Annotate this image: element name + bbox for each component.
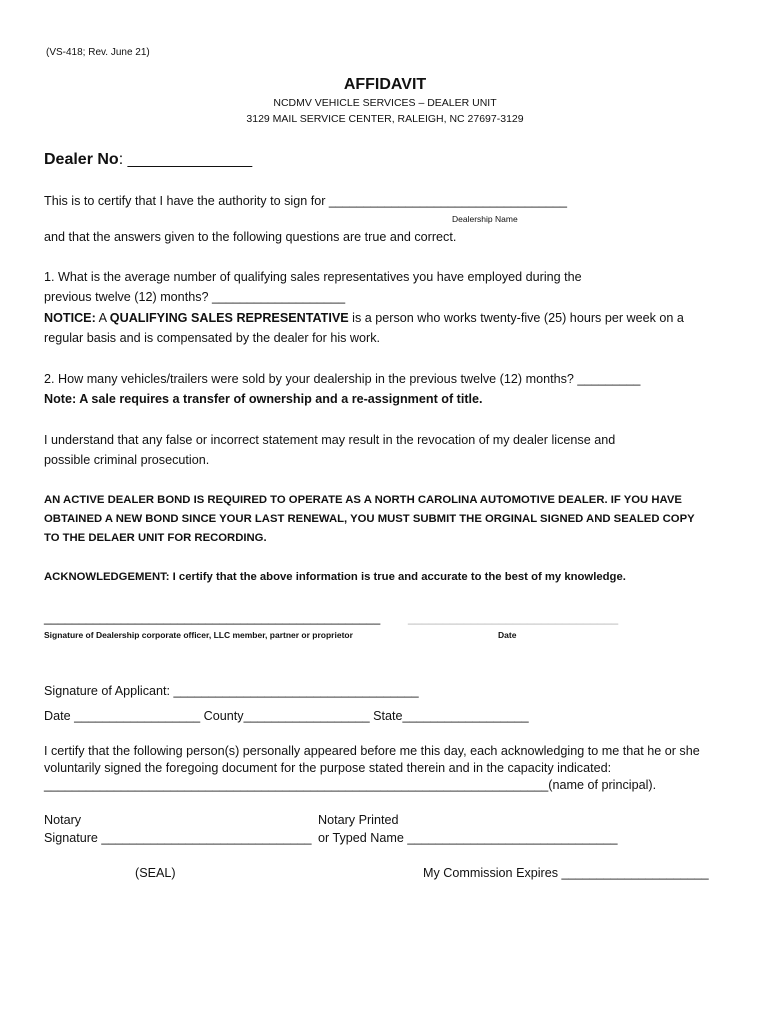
- understand-line-2: possible criminal prosecution.: [44, 453, 210, 467]
- dealership-date-line[interactable]: ______________________________: [408, 611, 619, 625]
- notary-certify-line-2: voluntarily signed the foregoing document for the purpose stated therein and in the capacity indicated:: [44, 761, 612, 775]
- bond-notice-line-2: OBTAINED A NEW BOND SINCE YOUR LAST RENEWAL, YOU MUST SUBMIT THE ORGINAL SIGNED AND SEALED COPY: [44, 513, 695, 525]
- dealer-no-field[interactable]: [44, 151, 252, 169]
- document-title: AFFIDAVIT: [343, 76, 427, 93]
- seal-label: (SEAL): [135, 866, 176, 880]
- dealership-signature-line[interactable]: ________________________________________________: [44, 611, 381, 625]
- notary-certify-line-1: I certify that the following person(s) personally appeared before me this day, each acknowledging to me that he or she: [44, 744, 700, 758]
- certify-line[interactable]: This is to certify that I have the authority to sign for __________________________________: [44, 194, 568, 208]
- dealership-name-caption: Dealership Name: [452, 214, 518, 224]
- notary-typed-name-line[interactable]: or Typed Name ______________________________: [318, 831, 618, 845]
- date-county-state-row[interactable]: Date __________________ County__________________ State__________________: [44, 709, 529, 723]
- dealership-signature-caption: Signature of Dealership corporate officer, LLC member, partner or proprietor: [44, 630, 353, 640]
- dealer-no-label: Dealer No: [44, 151, 119, 168]
- answers-line: and that the answers given to the following questions are true and correct.: [44, 230, 457, 244]
- dealership-date-caption: Date: [498, 630, 517, 640]
- form-code: (VS-418; Rev. June 21): [46, 47, 150, 58]
- notice-rest: is a person who works twenty-five (25) hours per week on a: [348, 311, 684, 325]
- principal-name-line[interactable]: ________________________________________________________________________(name of principal).: [44, 778, 657, 792]
- notary-signature-line[interactable]: Signature ______________________________: [44, 831, 312, 845]
- question-2-line[interactable]: 2. How many vehicles/trailers were sold by your dealership in the previous twelve (12) months? _________: [44, 372, 641, 386]
- bond-notice-line-3: TO THE DELAER UNIT FOR RECORDING.: [44, 532, 267, 544]
- notice-label: NOTICE:: [44, 311, 96, 325]
- applicant-signature-line[interactable]: Signature of Applicant: ___________________________________: [44, 684, 419, 698]
- question-1-line-1: 1. What is the average number of qualifying sales representatives you have employed during the: [44, 270, 582, 284]
- notice-term: QUALIFYING SALES REPRESENTATIVE: [109, 311, 349, 325]
- commission-expires-line[interactable]: My Commission Expires _____________________: [423, 866, 709, 880]
- bond-notice-line-1: AN ACTIVE DEALER BOND IS REQUIRED TO OPERATE AS A NORTH CAROLINA AUTOMOTIVE DEALER. IF YOU HAVE: [44, 494, 682, 506]
- notary-printed-label: Notary Printed: [318, 813, 399, 827]
- understand-line-1: I understand that any false or incorrect statement may result in the revocation of my dealer license and: [44, 433, 616, 447]
- acknowledgement: ACKNOWLEDGEMENT: I certify that the above information is true and accurate to the best of my knowledge.: [44, 571, 626, 583]
- question-1-line-2[interactable]: previous twelve (12) months? ___________________: [44, 290, 346, 304]
- notary-label: Notary: [44, 813, 82, 827]
- address-line: 3129 MAIL SERVICE CENTER, RALEIGH, NC 27697-3129: [246, 113, 524, 125]
- notice-a: A: [95, 311, 110, 325]
- notice-line-2: regular basis and is compensated by the dealer for his work.: [44, 331, 381, 345]
- question-2-note: Note: A sale requires a transfer of ownership and a re-assignment of title.: [44, 392, 483, 406]
- notice-line: [44, 311, 684, 325]
- agency-line: NCDMV VEHICLE SERVICES – DEALER UNIT: [273, 97, 497, 109]
- dealer-no-blank: : ______________: [118, 151, 253, 168]
